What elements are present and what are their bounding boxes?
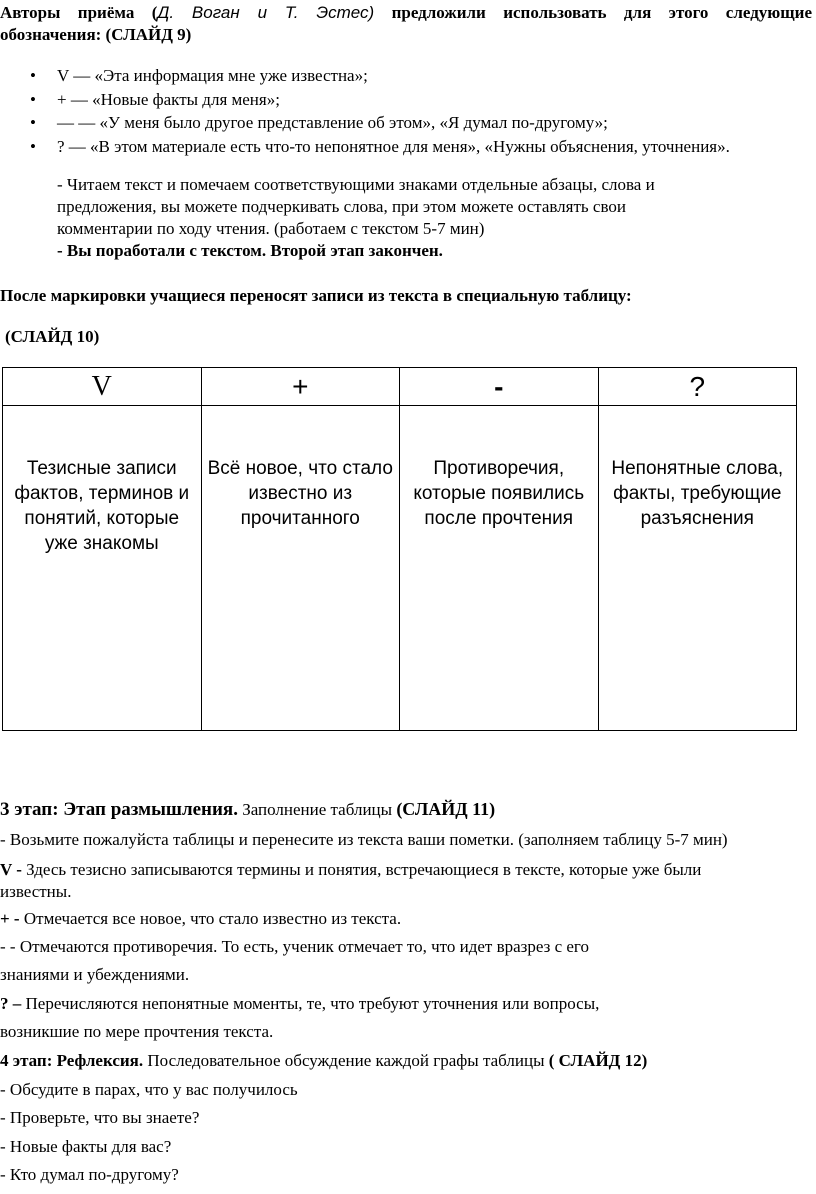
bullet-icon: • [30, 113, 36, 132]
authors-names: Д. Воган и Т. Эстес) [157, 3, 375, 22]
stage3-plus-line [0, 908, 401, 930]
authors-label: Авторы приёма ( [0, 3, 158, 22]
stage3-question-line2: возникшие по мере прочтения текста. [0, 1022, 274, 1041]
stage3-question-line [0, 993, 599, 1015]
cell-known: Тезисные записи фактов, терминов и понятий, которые уже знакомы [3, 406, 202, 731]
table-header-row [3, 368, 797, 406]
after-marking-heading: После маркировки учащиеся переносят записи из текста в специальную таблицу: [0, 286, 632, 305]
stage3-minus-line2: знаниями и убеждениями. [0, 965, 190, 984]
stage4-heading [0, 1050, 647, 1072]
mark-minus-text: — — «У меня было другое представление об этом», «Я думал по-другому»; [57, 113, 608, 132]
mark-question-text: ? — «В этом материале есть что-то непонятное для меня», «Нужны объяснения, уточнения». [57, 136, 730, 156]
task-line: предложения, вы можете подчеркивать слова, при этом можете оставлять свои [57, 197, 626, 216]
task-instructions [57, 174, 787, 262]
mark-plus-text: + — «Новые факты для меня»; [57, 89, 280, 109]
list-item [0, 88, 730, 112]
stage3-subtitle: Заполнение таблицы [237, 800, 397, 819]
header-question: ? [598, 368, 797, 406]
list-item [0, 111, 730, 135]
plus-text: Отмечается все новое, что стало известно из текста. [19, 909, 402, 928]
authors-rest: предложили использовать для этого следующие [374, 3, 812, 22]
list-item [0, 64, 730, 88]
bullet-icon: • [30, 89, 36, 109]
table-row [3, 406, 797, 731]
cell-contradictions: Противоречия, которые появились после прочтения [400, 406, 599, 731]
stage3-take-line: - Возьмите пожалуйста таблицы и перенесите из текста ваши пометки. (заполняем таблицу 5-7 мин) [0, 830, 728, 849]
v-text: Здесь тезисно записываются термины и понятия, встречающиеся в тексте, которые уже были [21, 860, 702, 879]
intro-paragraph [0, 2, 812, 46]
stage3-v-line2: известны. [0, 882, 72, 901]
reflection-item: - Кто думал по-другому? [0, 1165, 179, 1184]
question-mark: ? – [0, 994, 22, 1013]
question-text: Перечисляются непонятные моменты, те, что требуют уточнения или вопросы, [21, 994, 600, 1013]
stage4-title: 4 этап: Рефлексия. [0, 1051, 144, 1070]
stage3-heading [0, 798, 495, 821]
stage3-slide: (СЛАЙД 11) [396, 799, 496, 819]
stage4-slide: ( СЛАЙД 12) [548, 1051, 648, 1070]
cell-new: Всё новое, что стало известно из прочитанного [201, 406, 400, 731]
reflection-item: - Обсудите в парах, что у вас получилось [0, 1080, 298, 1099]
task-line: комментарии по ходу чтения. (работаем с текстом 5-7 мин) [57, 219, 485, 238]
stage3-title: 3 этап: Этап размышления. [0, 799, 238, 820]
stage4-subtitle: Последовательное обсуждение каждой графы таблицы [143, 1051, 549, 1070]
header-v: V [3, 368, 202, 406]
stage3-v-line [0, 859, 701, 881]
bullet-icon: • [30, 136, 36, 156]
header-minus: - [400, 368, 599, 406]
slide10-label: (СЛАЙД 10) [5, 327, 100, 346]
task-line: - Читаем текст и помечаем соответствующими знаками отдельные абзацы, слова и [57, 175, 655, 194]
list-item [0, 135, 730, 159]
marks-list [0, 64, 730, 158]
reflection-item: - Проверьте, что вы знаете? [0, 1108, 200, 1127]
mark-v-text: V — «Эта информация мне уже известна»; [57, 66, 368, 85]
reflection-item: - Новые факты для вас? [0, 1137, 172, 1156]
cell-unclear: Непонятные слова, факты, требующие разъяснения [598, 406, 797, 731]
marking-table [2, 367, 797, 731]
v-mark: V - [0, 860, 22, 879]
plus-mark: + - [0, 909, 20, 928]
header-plus: + [201, 368, 400, 406]
bullet-icon: • [30, 66, 36, 85]
stage3-minus-line: - - Отмечаются противоречия. То есть, ученик отмечает то, что идет вразрез с его [0, 937, 589, 956]
task-done-line: - Вы поработали с текстом. Второй этап закончен. [57, 241, 443, 260]
intro-line2: обозначения: (СЛАЙД 9) [0, 25, 192, 44]
